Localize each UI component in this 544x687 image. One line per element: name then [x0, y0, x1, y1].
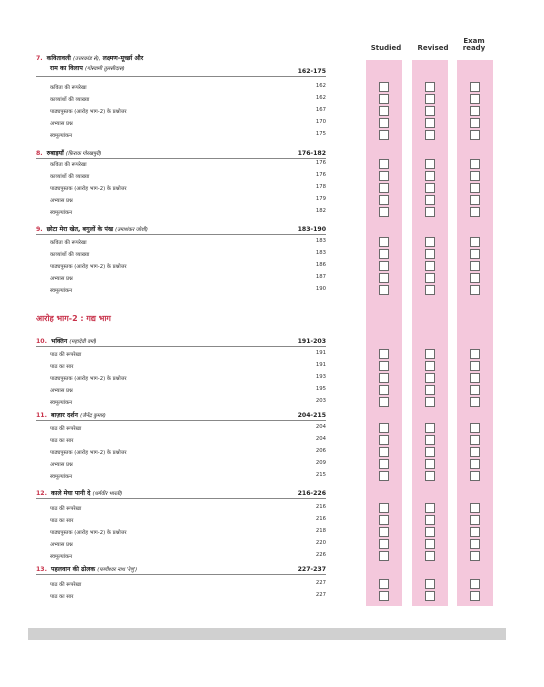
- chapter-heading: [36, 224, 326, 235]
- revised-checkbox[interactable]: [425, 94, 435, 104]
- exam-ready-checkbox[interactable]: [470, 385, 480, 395]
- chapter-title-continued: लक्ष्मण-मूर्च्छा और: [102, 55, 144, 62]
- revised-checkbox[interactable]: [425, 130, 435, 140]
- exam-ready-checkbox[interactable]: [470, 94, 480, 104]
- revised-checkbox[interactable]: [425, 447, 435, 457]
- revised-checkbox[interactable]: [425, 285, 435, 295]
- exam-ready-checkbox[interactable]: [470, 515, 480, 525]
- chapter-title: रुबाइयाँ: [46, 150, 64, 157]
- chapter-title: छोटा मेरा खेत, बगुलों के पंख: [46, 226, 114, 233]
- studied-checkbox[interactable]: [379, 551, 389, 561]
- studied-checkbox[interactable]: [379, 361, 389, 371]
- item-title: कविता की रूपरेखा: [50, 240, 87, 246]
- item-page: 191: [315, 350, 326, 356]
- list-item: [50, 131, 326, 139]
- chapter-title: काले मेघा पानी दे: [50, 490, 91, 497]
- chapter-heading: [36, 336, 326, 347]
- item-title: पाठ का सार: [50, 518, 74, 524]
- exam-ready-checkbox[interactable]: [470, 361, 480, 371]
- revised-checkbox[interactable]: [425, 183, 435, 193]
- exam-ready-checkbox[interactable]: [470, 539, 480, 549]
- chapter-author: (उमाशंकर जोशी): [115, 227, 148, 233]
- chapter-title-line2: राम का विलाप: [50, 65, 83, 72]
- item-title: अभ्यास प्रश्न: [50, 276, 73, 282]
- chapter-title-note: (उत्तरकांड से),: [72, 56, 101, 62]
- page-range: 191-203: [297, 338, 326, 345]
- item-title: स्वमूल्यांकन: [50, 133, 73, 139]
- item-title: कविता की रूपरेखा: [50, 85, 87, 91]
- item-page: 179: [315, 196, 326, 202]
- item-title: पाठ्यपुस्तक (आरोह भाग-2) के प्रश्नोत्तर: [50, 376, 127, 382]
- exam-ready-checkbox[interactable]: [470, 349, 480, 359]
- exam-ready-checkbox[interactable]: [470, 435, 480, 445]
- chapter-heading: [36, 488, 326, 499]
- studied-checkbox[interactable]: [379, 373, 389, 383]
- revised-checkbox[interactable]: [425, 435, 435, 445]
- list-item: [50, 362, 326, 370]
- item-title: पाठ की रूपरेखा: [50, 352, 82, 358]
- studied-checkbox[interactable]: [379, 130, 389, 140]
- item-title: पाठ का सार: [50, 438, 74, 444]
- chapter-number: 13.: [36, 566, 47, 573]
- studied-checkbox[interactable]: [379, 106, 389, 116]
- revised-checkbox[interactable]: [425, 471, 435, 481]
- item-page: 190: [315, 286, 326, 292]
- revised-checkbox[interactable]: [425, 159, 435, 169]
- chapter-author: (महादेवी वर्मा): [69, 339, 97, 345]
- studied-checkbox[interactable]: [379, 527, 389, 537]
- item-title: कविता की रूपरेखा: [50, 162, 87, 168]
- item-page: 182: [315, 208, 326, 214]
- item-title: स्वमूल्यांकन: [50, 474, 73, 480]
- exam-ready-checkbox[interactable]: [470, 447, 480, 457]
- studied-checkbox[interactable]: [379, 94, 389, 104]
- revised-checkbox[interactable]: [425, 82, 435, 92]
- item-page: 227: [315, 580, 326, 586]
- exam-ready-checkbox[interactable]: [470, 171, 480, 181]
- list-item: [50, 262, 326, 270]
- revised-checkbox[interactable]: [425, 261, 435, 271]
- studied-checkbox[interactable]: [379, 423, 389, 433]
- list-item: [50, 238, 326, 246]
- chapter-number: 8.: [36, 150, 43, 157]
- page-range: 216-226: [297, 490, 326, 497]
- list-item: [50, 528, 326, 536]
- exam-ready-checkbox[interactable]: [470, 591, 480, 601]
- item-page: 195: [315, 386, 326, 392]
- studied-checkbox[interactable]: [379, 118, 389, 128]
- chapter-author: (फ़िराक गोरखपुरी): [65, 151, 102, 157]
- studied-checkbox[interactable]: [379, 183, 389, 193]
- revised-checkbox[interactable]: [425, 527, 435, 537]
- item-page: 203: [315, 398, 326, 404]
- item-page: 206: [315, 448, 326, 454]
- item-title: स्वमूल्यांकन: [50, 554, 73, 560]
- revised-checkbox[interactable]: [425, 171, 435, 181]
- list-item: [50, 424, 326, 432]
- item-title: पाठ की रूपरेखा: [50, 506, 82, 512]
- studied-checkbox[interactable]: [379, 539, 389, 549]
- studied-checkbox[interactable]: [379, 515, 389, 525]
- item-page: 178: [315, 184, 326, 190]
- list-item: [50, 286, 326, 294]
- item-title: काव्यांशों की व्याख्या: [50, 174, 90, 180]
- item-page: 193: [315, 374, 326, 380]
- studied-checkbox[interactable]: [379, 503, 389, 513]
- exam-ready-checkbox[interactable]: [470, 183, 480, 193]
- list-item: [50, 504, 326, 512]
- item-page: 162: [315, 83, 326, 89]
- chapter-number: 7.: [36, 55, 43, 62]
- exam-ready-checkbox[interactable]: [470, 551, 480, 561]
- chapter-title: कवितावली: [46, 55, 71, 62]
- list-item: [50, 448, 326, 456]
- studied-header: Studied: [370, 44, 402, 52]
- list-item: [50, 436, 326, 444]
- item-page: 186: [315, 262, 326, 268]
- exam-ready-checkbox[interactable]: [470, 82, 480, 92]
- list-item: [50, 172, 326, 180]
- exam-ready-checkbox[interactable]: [470, 195, 480, 205]
- list-item: [50, 386, 326, 394]
- studied-checkbox[interactable]: [379, 435, 389, 445]
- item-title: अभ्यास प्रश्न: [50, 462, 73, 468]
- exam-ready-checkbox[interactable]: [470, 273, 480, 283]
- item-title: अभ्यास प्रश्न: [50, 121, 73, 127]
- chapter-number: 10.: [36, 338, 47, 345]
- item-page: 176: [315, 172, 326, 178]
- exam-ready-checkbox[interactable]: [470, 130, 480, 140]
- exam-ready-checkbox[interactable]: [470, 159, 480, 169]
- item-page: 215: [315, 472, 326, 478]
- studied-checkbox[interactable]: [379, 349, 389, 359]
- item-page: 220: [315, 540, 326, 546]
- exam-ready-checkbox[interactable]: [470, 503, 480, 513]
- revised-checkbox[interactable]: [425, 459, 435, 469]
- item-title: पाठ की रूपरेखा: [50, 582, 82, 588]
- chapter-title: भक्तिन: [50, 338, 68, 345]
- exam-ready-checkbox[interactable]: [470, 237, 480, 247]
- revised-header: Revised: [417, 44, 449, 52]
- chapter-number: 9.: [36, 226, 43, 233]
- revised-checkbox[interactable]: [425, 551, 435, 561]
- studied-checkbox[interactable]: [379, 459, 389, 469]
- item-title: पाठ्यपुस्तक (आरोह भाग-2) के प्रश्नोत्तर: [50, 109, 127, 115]
- revised-checkbox[interactable]: [425, 349, 435, 359]
- page-range: 227-237: [297, 566, 326, 573]
- exam-ready-checkbox[interactable]: [470, 249, 480, 259]
- item-page: 162: [315, 95, 326, 101]
- item-page: 191: [315, 362, 326, 368]
- item-title: काव्यांशों की व्याख्या: [50, 97, 90, 103]
- item-title: स्वमूल्यांकन: [50, 210, 73, 216]
- list-item: [50, 160, 326, 168]
- item-title: स्वमूल्यांकन: [50, 288, 73, 294]
- exam-ready-checkbox[interactable]: [470, 527, 480, 537]
- item-title: पाठ की रूपरेखा: [50, 426, 82, 432]
- item-page: 216: [315, 504, 326, 510]
- item-page: 187: [315, 274, 326, 280]
- list-item: [50, 350, 326, 358]
- studied-checkbox[interactable]: [379, 273, 389, 283]
- item-page: 216: [315, 516, 326, 522]
- revised-checkbox[interactable]: [425, 579, 435, 589]
- chapter-heading: [36, 410, 326, 421]
- item-title: अभ्यास प्रश्न: [50, 388, 73, 394]
- revised-checkbox[interactable]: [425, 249, 435, 259]
- list-item: [50, 95, 326, 103]
- revised-checkbox[interactable]: [425, 591, 435, 601]
- list-item: [50, 119, 326, 127]
- studied-checkbox[interactable]: [379, 195, 389, 205]
- revised-checkbox[interactable]: [425, 503, 435, 513]
- item-page: 183: [315, 250, 326, 256]
- item-page: 226: [315, 552, 326, 558]
- chapter-heading: [36, 564, 326, 575]
- item-title: पाठ्यपुस्तक (आरोह भाग-2) के प्रश्नोत्तर: [50, 530, 127, 536]
- exam-header-line1: Exam: [463, 37, 485, 45]
- page-range: 162-175: [297, 68, 326, 75]
- item-page: 204: [315, 436, 326, 442]
- list-item: [50, 398, 326, 406]
- studied-checkbox[interactable]: [379, 285, 389, 295]
- chapter-title: पहलवान की ढोलक: [50, 566, 96, 573]
- revised-checkbox[interactable]: [425, 118, 435, 128]
- item-page: 170: [315, 119, 326, 125]
- revised-checkbox[interactable]: [425, 515, 435, 525]
- exam-ready-checkbox[interactable]: [470, 261, 480, 271]
- studied-checkbox[interactable]: [379, 447, 389, 457]
- list-item: [50, 552, 326, 560]
- section-title: आरोह भाग-2 : गद्य भाग: [36, 314, 111, 323]
- revised-checkbox[interactable]: [425, 385, 435, 395]
- revised-checkbox[interactable]: [425, 397, 435, 407]
- revised-checkbox[interactable]: [425, 361, 435, 371]
- item-title: पाठ्यपुस्तक (आरोह भाग-2) के प्रश्नोत्तर: [50, 264, 127, 270]
- studied-checkbox[interactable]: [379, 159, 389, 169]
- chapter-author: (फणीश्वर नाथ 'रेणु'): [97, 567, 138, 573]
- item-page: 227: [315, 592, 326, 598]
- studied-checkbox[interactable]: [379, 261, 389, 271]
- studied-checkbox[interactable]: [379, 385, 389, 395]
- list-item: [50, 274, 326, 282]
- revised-checkbox[interactable]: [425, 273, 435, 283]
- footer-bar: [28, 628, 506, 640]
- page-range: 204-215: [297, 412, 326, 419]
- list-item: [50, 184, 326, 192]
- list-item: [50, 208, 326, 216]
- revised-checkbox[interactable]: [425, 106, 435, 116]
- exam-ready-checkbox[interactable]: [470, 397, 480, 407]
- item-page: 175: [315, 131, 326, 137]
- list-item: [50, 374, 326, 382]
- exam-ready-checkbox[interactable]: [470, 285, 480, 295]
- item-page: 183: [315, 238, 326, 244]
- studied-checkbox[interactable]: [379, 207, 389, 217]
- item-title: स्वमूल्यांकन: [50, 400, 73, 406]
- chapter-title: बाज़ार दर्शन: [50, 412, 78, 419]
- exam-ready-checkbox[interactable]: [470, 459, 480, 469]
- item-title: अभ्यास प्रश्न: [50, 542, 73, 548]
- item-page: 176: [315, 160, 326, 166]
- list-item: [50, 472, 326, 480]
- studied-checkbox[interactable]: [379, 237, 389, 247]
- studied-checkbox[interactable]: [379, 82, 389, 92]
- page-range: 183-190: [297, 226, 326, 233]
- studied-checkbox[interactable]: [379, 591, 389, 601]
- chapter-author: (धर्मवीर भारती): [92, 491, 123, 497]
- exam-ready-checkbox[interactable]: [470, 423, 480, 433]
- chapter-number: 11.: [36, 412, 47, 419]
- list-item: [50, 592, 326, 600]
- exam-ready-checkbox[interactable]: [470, 471, 480, 481]
- item-page: 167: [315, 107, 326, 113]
- item-title: अभ्यास प्रश्न: [50, 198, 73, 204]
- item-title: पाठ का सार: [50, 364, 74, 370]
- chapter-author: (जैनेंद्र कुमार): [80, 413, 106, 419]
- studied-checkbox[interactable]: [379, 249, 389, 259]
- chapter-number: 12.: [36, 490, 47, 497]
- exam-ready-checkbox[interactable]: [470, 373, 480, 383]
- studied-checkbox[interactable]: [379, 579, 389, 589]
- item-page: 204: [315, 424, 326, 430]
- page-range: 176-182: [297, 150, 326, 157]
- list-item: [50, 107, 326, 115]
- revised-checkbox[interactable]: [425, 373, 435, 383]
- exam-ready-checkbox[interactable]: [470, 106, 480, 116]
- item-title: काव्यांशों की व्याख्या: [50, 252, 90, 258]
- list-item: [50, 250, 326, 258]
- chapter-heading: [36, 54, 326, 77]
- studied-checkbox[interactable]: [379, 171, 389, 181]
- chapter-heading: [36, 148, 326, 159]
- exam-ready-checkbox[interactable]: [470, 118, 480, 128]
- exam-ready-checkbox[interactable]: [470, 579, 480, 589]
- list-item: [50, 516, 326, 524]
- exam-ready-header: [452, 38, 496, 53]
- revised-checkbox[interactable]: [425, 237, 435, 247]
- list-item: [50, 83, 326, 91]
- revised-checkbox[interactable]: [425, 539, 435, 549]
- item-page: 218: [315, 528, 326, 534]
- chapter-author: (गोस्वामी तुलसीदास): [85, 66, 125, 72]
- revised-checkbox[interactable]: [425, 195, 435, 205]
- studied-checkbox[interactable]: [379, 471, 389, 481]
- revised-checkbox[interactable]: [425, 423, 435, 433]
- item-title: पाठ्यपुस्तक (आरोह भाग-2) के प्रश्नोत्तर: [50, 186, 127, 192]
- list-item: [50, 580, 326, 588]
- studied-checkbox[interactable]: [379, 397, 389, 407]
- item-title: पाठ का सार: [50, 594, 74, 600]
- item-page: 209: [315, 460, 326, 466]
- item-title: पाठ्यपुस्तक (आरोह भाग-2) के प्रश्नोत्तर: [50, 450, 127, 456]
- exam-header-line2: ready: [462, 44, 486, 53]
- list-item: [50, 196, 326, 204]
- list-item: [50, 540, 326, 548]
- revised-checkbox[interactable]: [425, 207, 435, 217]
- list-item: [50, 460, 326, 468]
- exam-ready-checkbox[interactable]: [470, 207, 480, 217]
